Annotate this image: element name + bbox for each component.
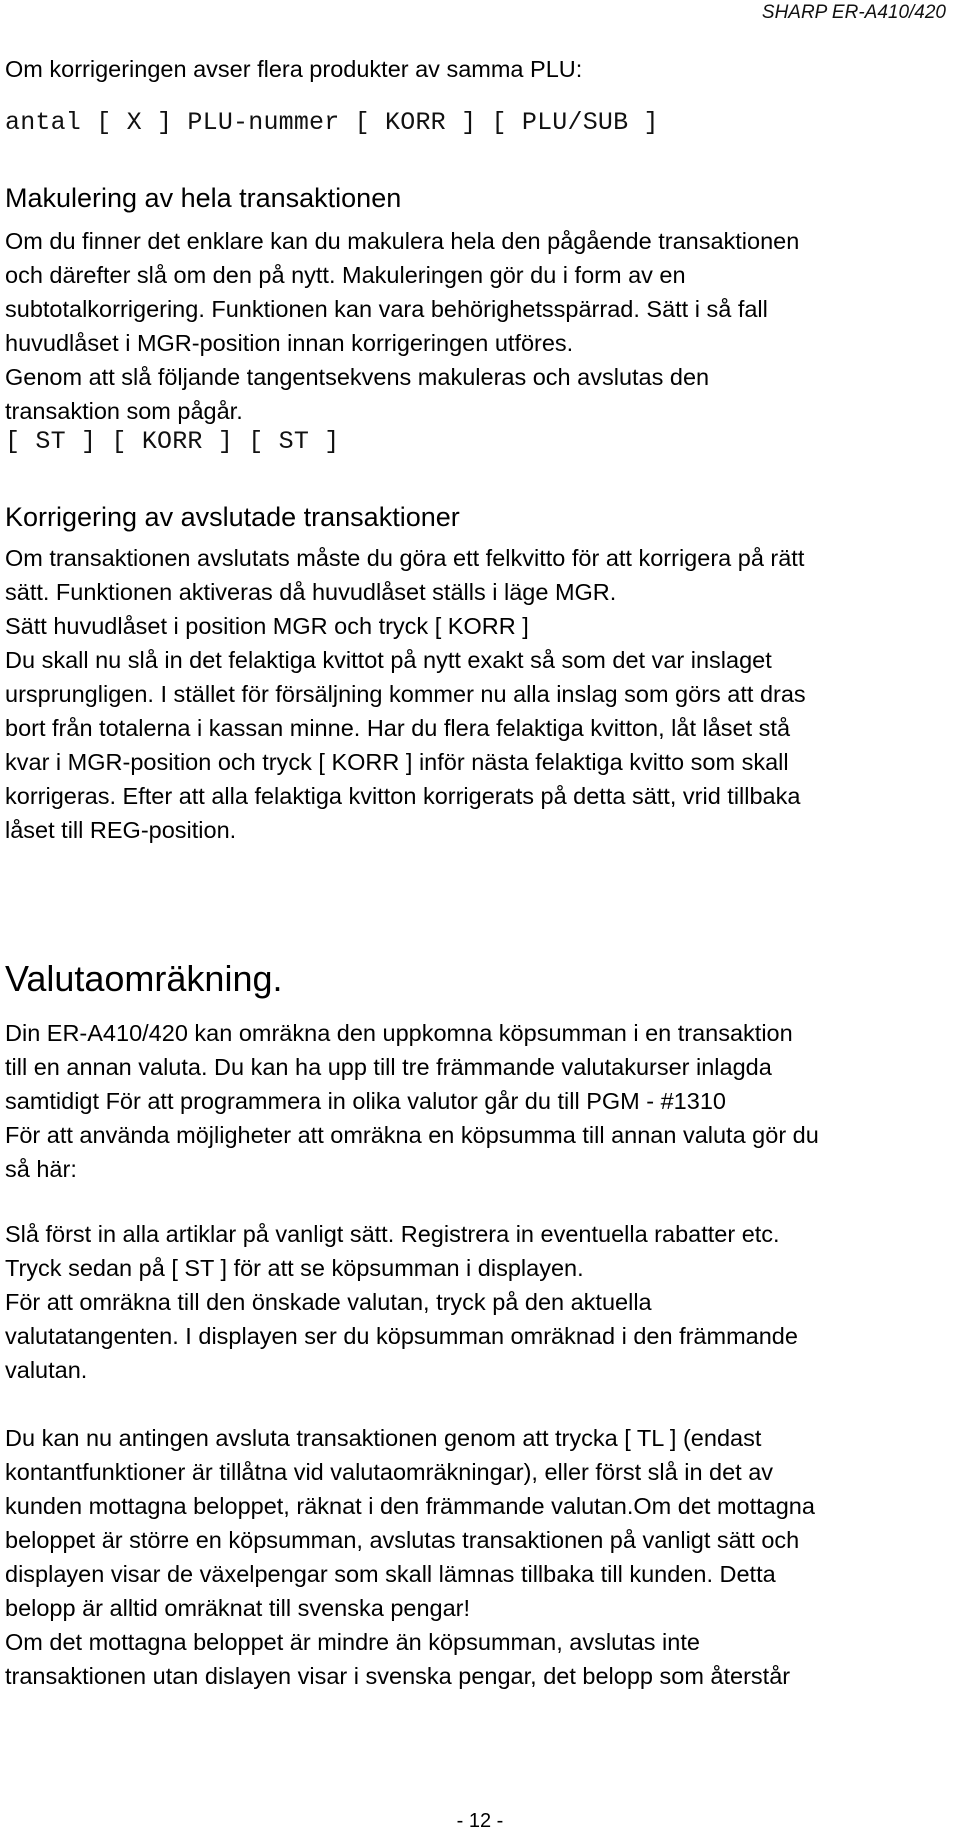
text-line: korrigeras. Efter att alla felaktiga kvitton korrigerats på detta sätt, vrid tillbaka — [5, 783, 801, 809]
text-line: Tryck sedan på [ ST ] för att se köpsumman i displayen. — [5, 1255, 584, 1281]
text-line: Om du finner det enklare kan du makulera hela den pågående transaktionen — [5, 228, 800, 254]
text-line: låset till REG-position. — [5, 817, 237, 843]
st-korr-key-sequence: [ ST ] [ KORR ] [ ST ] — [5, 427, 340, 456]
section-heading-valuta: Valutaomräkning. — [5, 958, 283, 999]
text-line: För att använda möjligheter att omräkna en köpsumma till annan valuta gör du — [5, 1122, 819, 1148]
text-line: Din ER-A410/420 kan omräkna den uppkomna köpsumman i en transaktion — [5, 1020, 793, 1046]
plu-intro-text: Om korrigeringen avser flera produkter av samma PLU: — [5, 56, 583, 82]
text-line: Slå först in alla artiklar på vanligt sätt. Registrera in eventuella rabatter etc. — [5, 1221, 780, 1247]
text-line: beloppet är större en köpsumman, avslutas transaktionen på vanligt sätt och — [5, 1527, 800, 1553]
text-line: samtidigt För att programmera in olika valutor går du till PGM - #1310 — [5, 1088, 726, 1114]
text-line: kunden mottagna beloppet, räknat i den främmande valutan.Om det mottagna — [5, 1493, 815, 1519]
text-line: huvudlåset i MGR-position innan korrigeringen utföres. — [5, 330, 574, 356]
text-line: subtotalkorrigering. Funktionen kan vara behörighetsspärrad. Sätt i så fall — [5, 296, 768, 322]
section-heading-makulering: Makulering av hela transaktionen — [5, 183, 402, 213]
text-line: Om transaktionen avslutats måste du göra ett felkvitto för att korrigera på rätt — [5, 545, 805, 571]
valuta-paragraph-3 — [5, 1421, 815, 1693]
text-line: bort från totalerna i kassan minne. Har du flera felaktiga kvitton, låt låset stå — [5, 715, 791, 741]
text-line: och därefter slå om den på nytt. Makuleringen gör du i form av en — [5, 262, 686, 288]
text-line: Om det mottagna beloppet är mindre än köpsumman, avslutas inte — [5, 1629, 700, 1655]
text-line: så här: — [5, 1156, 77, 1182]
section-heading-korrigering: Korrigering av avslutade transaktioner — [5, 502, 460, 532]
valuta-paragraph-2 — [5, 1217, 798, 1387]
text-line: För att omräkna till den önskade valutan, tryck på den aktuella — [5, 1289, 652, 1315]
text-line: valutatangenten. I displayen ser du köpsumman omräknad i den främmande — [5, 1323, 798, 1349]
text-line: till en annan valuta. Du kan ha upp till tre främmande valutakurser inlagda — [5, 1054, 772, 1080]
valuta-paragraph-1 — [5, 1016, 819, 1186]
text-line: Sätt huvudlåset i position MGR och tryck [ KORR ] — [5, 613, 529, 639]
text-line: ursprungligen. I stället för försäljning kommer nu alla inslag som görs att dras — [5, 681, 806, 707]
text-line: Genom att slå följande tangentsekvens makuleras och avslutas den — [5, 364, 710, 390]
text-line: Du skall nu slå in det felaktiga kvittot på nytt exakt så som det var inslaget — [5, 647, 772, 673]
text-line: transaktion som pågår. — [5, 398, 243, 424]
text-line: kvar i MGR-position och tryck [ KORR ] inför nästa felaktiga kvitto som skall — [5, 749, 789, 775]
text-line: Du kan nu antingen avsluta transaktionen genom att trycka [ TL ] (endast — [5, 1425, 762, 1451]
page-header: SHARP ER-A410/420 — [761, 2, 946, 23]
plu-key-sequence: antal [ X ] PLU-nummer [ KORR ] [ PLU/SUB ] — [5, 108, 659, 137]
text-line: sätt. Funktionen aktiveras då huvudlåset ställs i läge MGR. — [5, 579, 617, 605]
text-line: displayen visar de växelpengar som skall lämnas tillbaka till kunden. Detta — [5, 1561, 776, 1587]
text-line: valutan. — [5, 1357, 88, 1383]
text-line: belopp är alltid omräknat till svenska pengar! — [5, 1595, 471, 1621]
makulering-paragraph — [5, 224, 799, 428]
text-line: transaktionen utan dislayen visar i svenska pengar, det belopp som återstår — [5, 1663, 791, 1689]
korrigering-paragraph — [5, 541, 806, 847]
text-line: kontantfunktioner är tillåtna vid valutaomräkningar), eller först slå in det av — [5, 1459, 774, 1485]
page-number: - 12 - — [456, 1810, 504, 1832]
